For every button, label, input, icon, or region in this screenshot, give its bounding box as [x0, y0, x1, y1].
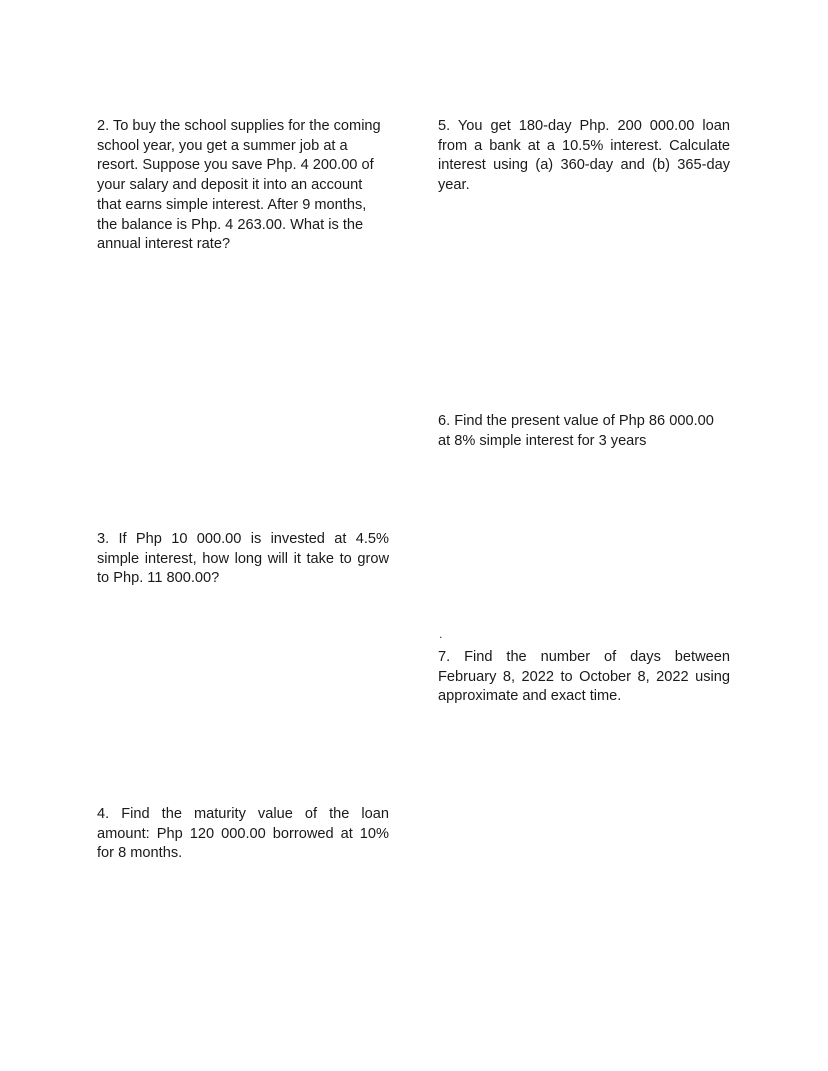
stray-dot-mark: . — [439, 627, 443, 641]
problem-2: 2. To buy the school supplies for the coming school year, you get a summer job at a resort. Suppose you save Php. 4 200.00 of your salary and deposit it into an account that earns simple interest. After 9 months, the balance is Php. 4 263.00. What is the annual interest rate? — [97, 118, 381, 253]
problem-5: 5. You get 180-day Php. 200 000.00 loan from a bank at a 10.5% interest. Calculate interest using (a) 360-day and (b) 365-day year. — [438, 118, 730, 194]
problem-7: 7. Find the number of days between February 8, 2022 to October 8, 2022 using approximate and exact time. — [438, 649, 730, 705]
problem-6: 6. Find the present value of Php 86 000.00 at 8% simple interest for 3 years — [438, 413, 714, 449]
problem-3: 3. If Php 10 000.00 is invested at 4.5% simple interest, how long will it take to grow to Php. 11 800.00? — [97, 531, 389, 587]
problem-4: 4. Find the maturity value of the loan amount: Php 120 000.00 borrowed at 10% for 8 months. — [97, 806, 389, 862]
